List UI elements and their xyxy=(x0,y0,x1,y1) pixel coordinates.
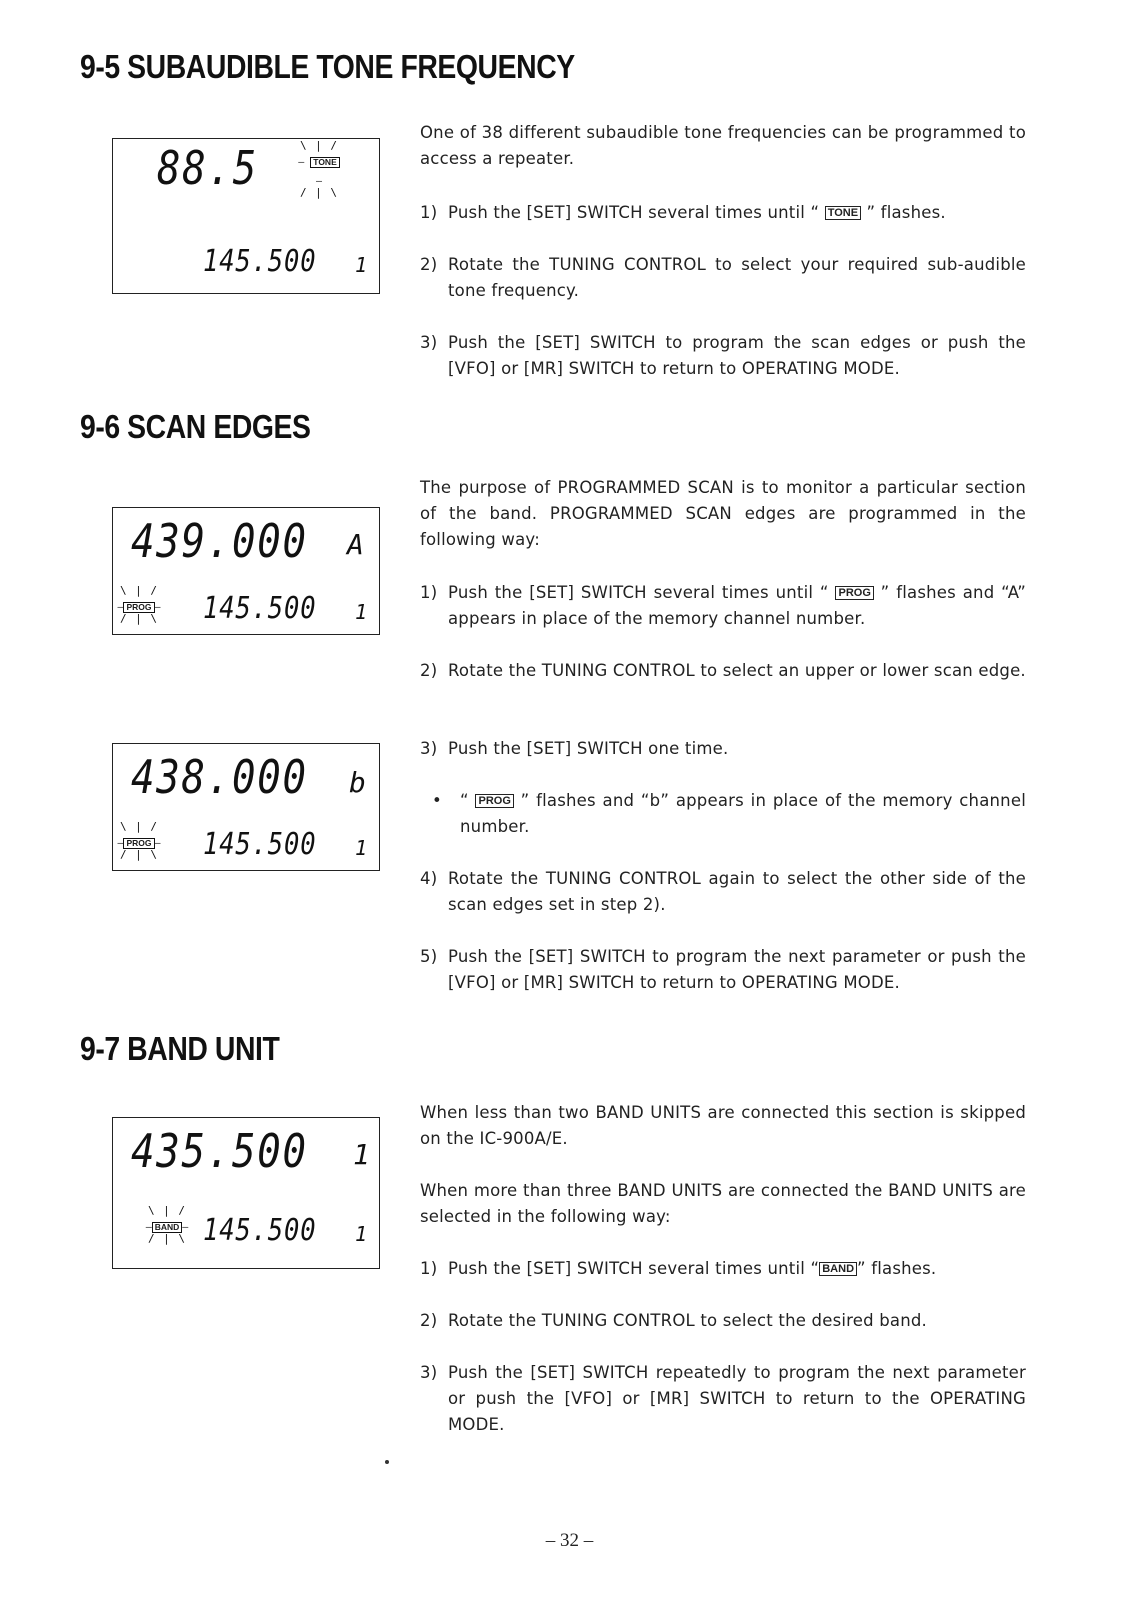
lcd-sub-readout: 145.500 xyxy=(203,1213,317,1248)
lcd-display-scan-b xyxy=(112,743,380,871)
lcd-sub-readout: 145.500 xyxy=(203,591,317,626)
prog-indicator-icon: \ | / – PROG – / | \ xyxy=(113,586,165,623)
step-item: 5) Push the [SET] SWITCH to program the next parameter or push the [VFO] or [MR] SWITCH to return to OPERATING MODE. xyxy=(420,947,1026,992)
lcd-main-readout: 438.000 xyxy=(131,750,308,804)
lcd-display-scan-a xyxy=(112,507,380,635)
step-item: 2) Rotate the TUNING CONTROL to select your required sub-audible tone frequency. xyxy=(420,255,1026,300)
prog-badge: PROG xyxy=(123,838,154,849)
step-item: 2) Rotate the TUNING CONTROL to select an upper or lower scan edge. xyxy=(420,661,1026,680)
step-item: 1) Push the [SET] SWITCH several times until “ TONE ” flashes. xyxy=(420,203,946,222)
prog-tag-icon: PROG xyxy=(835,586,873,600)
stray-dot-mark xyxy=(385,1460,389,1464)
flash-rays-icon: / | \ xyxy=(147,1232,187,1245)
lcd-sub-channel: 1 xyxy=(355,836,368,860)
step-item: 3) Push the [SET] SWITCH repeatedly to program the next parameter or push the [VFO] or [MR] SWITCH to return to the OPERATING MODE. xyxy=(420,1363,1026,1434)
flash-rays-icon: \ | / xyxy=(119,584,159,597)
band-indicator-icon: \ | / – BAND – / | \ xyxy=(141,1206,193,1243)
lcd-sub-readout: 145.500 xyxy=(203,244,317,279)
lcd-channel-letter: A xyxy=(347,528,364,561)
tone-badge: TONE xyxy=(310,157,339,168)
step-item: 2) Rotate the TUNING CONTROL to select the desired band. xyxy=(420,1311,928,1330)
step-item: 1) Push the [SET] SWITCH several times until “ BAND ” flashes. xyxy=(420,1259,937,1278)
flash-rays-icon: \ | / xyxy=(119,820,159,833)
prog-indicator-icon: \ | / – PROG – / | \ xyxy=(113,822,165,859)
step-item: • “ PROG ” flashes and “b” appears in place of the memory channel number. xyxy=(432,791,1026,836)
lcd-main-readout: 88.5 xyxy=(157,141,258,195)
prog-tag-icon: PROG xyxy=(475,794,513,808)
section-heading-tone: 9-5 SUBAUDIBLE TONE FREQUENCY xyxy=(80,48,575,85)
prog-badge: PROG xyxy=(123,602,154,613)
section-heading-scan-edges: 9-6 SCAN EDGES xyxy=(80,408,311,445)
lcd-sub-channel: 1 xyxy=(355,253,368,277)
step-item: 1) Push the [SET] SWITCH several times until “ PROG ” flashes and “A” appears in place of the memory channel number. xyxy=(420,583,1026,628)
flash-rays-icon: \ | / xyxy=(299,139,339,152)
step-item: 3) Push the [SET] SWITCH to program the scan edges or push the [VFO] or [MR] SWITCH to return to OPERATING MODE. xyxy=(420,333,1026,378)
band-badge: BAND xyxy=(152,1222,183,1233)
tone-tag-icon: TONE xyxy=(825,206,861,220)
flash-rays-icon: / | \ xyxy=(119,848,159,861)
intro-paragraph: The purpose of PROGRAMMED SCAN is to monitor a particular section of the band. PROGRAMMED SCAN edges are programmed in the following way: xyxy=(420,478,1026,549)
lcd-sub-readout: 145.500 xyxy=(203,827,317,862)
lcd-sub-channel: 1 xyxy=(355,600,368,624)
lcd-main-readout: 439.000 xyxy=(131,514,308,568)
tone-indicator-icon: \ | / – TONE – / | \ xyxy=(293,141,345,197)
lcd-display-band xyxy=(112,1117,380,1269)
flash-rays-icon: / | \ xyxy=(299,186,339,199)
flash-rays-icon: / | \ xyxy=(119,612,159,625)
band-tag-icon: BAND xyxy=(819,1262,857,1276)
lcd-channel-number: 1 xyxy=(353,1138,370,1171)
section-heading-band-unit: 9-7 BAND UNIT xyxy=(80,1030,280,1067)
flash-rays-icon: \ | / xyxy=(147,1204,187,1217)
lcd-sub-channel: 1 xyxy=(355,1222,368,1246)
intro-paragraph: When more than three BAND UNITS are connected the BAND UNITS are selected in the following way: xyxy=(420,1181,1026,1226)
page-number: – 32 – xyxy=(545,1530,594,1551)
step-item: 4) Rotate the TUNING CONTROL again to select the other side of the scan edges set in step 2). xyxy=(420,869,1026,914)
intro-paragraph: When less than two BAND UNITS are connected this section is skipped on the IC-900A/E. xyxy=(420,1103,1026,1148)
step-item: 3) Push the [SET] SWITCH one time. xyxy=(420,739,729,758)
lcd-display-tone xyxy=(112,138,380,294)
lcd-main-readout: 435.500 xyxy=(131,1124,308,1178)
intro-paragraph: One of 38 different subaudible tone frequencies can be programmed to access a repeater. xyxy=(420,123,1026,168)
lcd-channel-letter: b xyxy=(349,766,366,799)
